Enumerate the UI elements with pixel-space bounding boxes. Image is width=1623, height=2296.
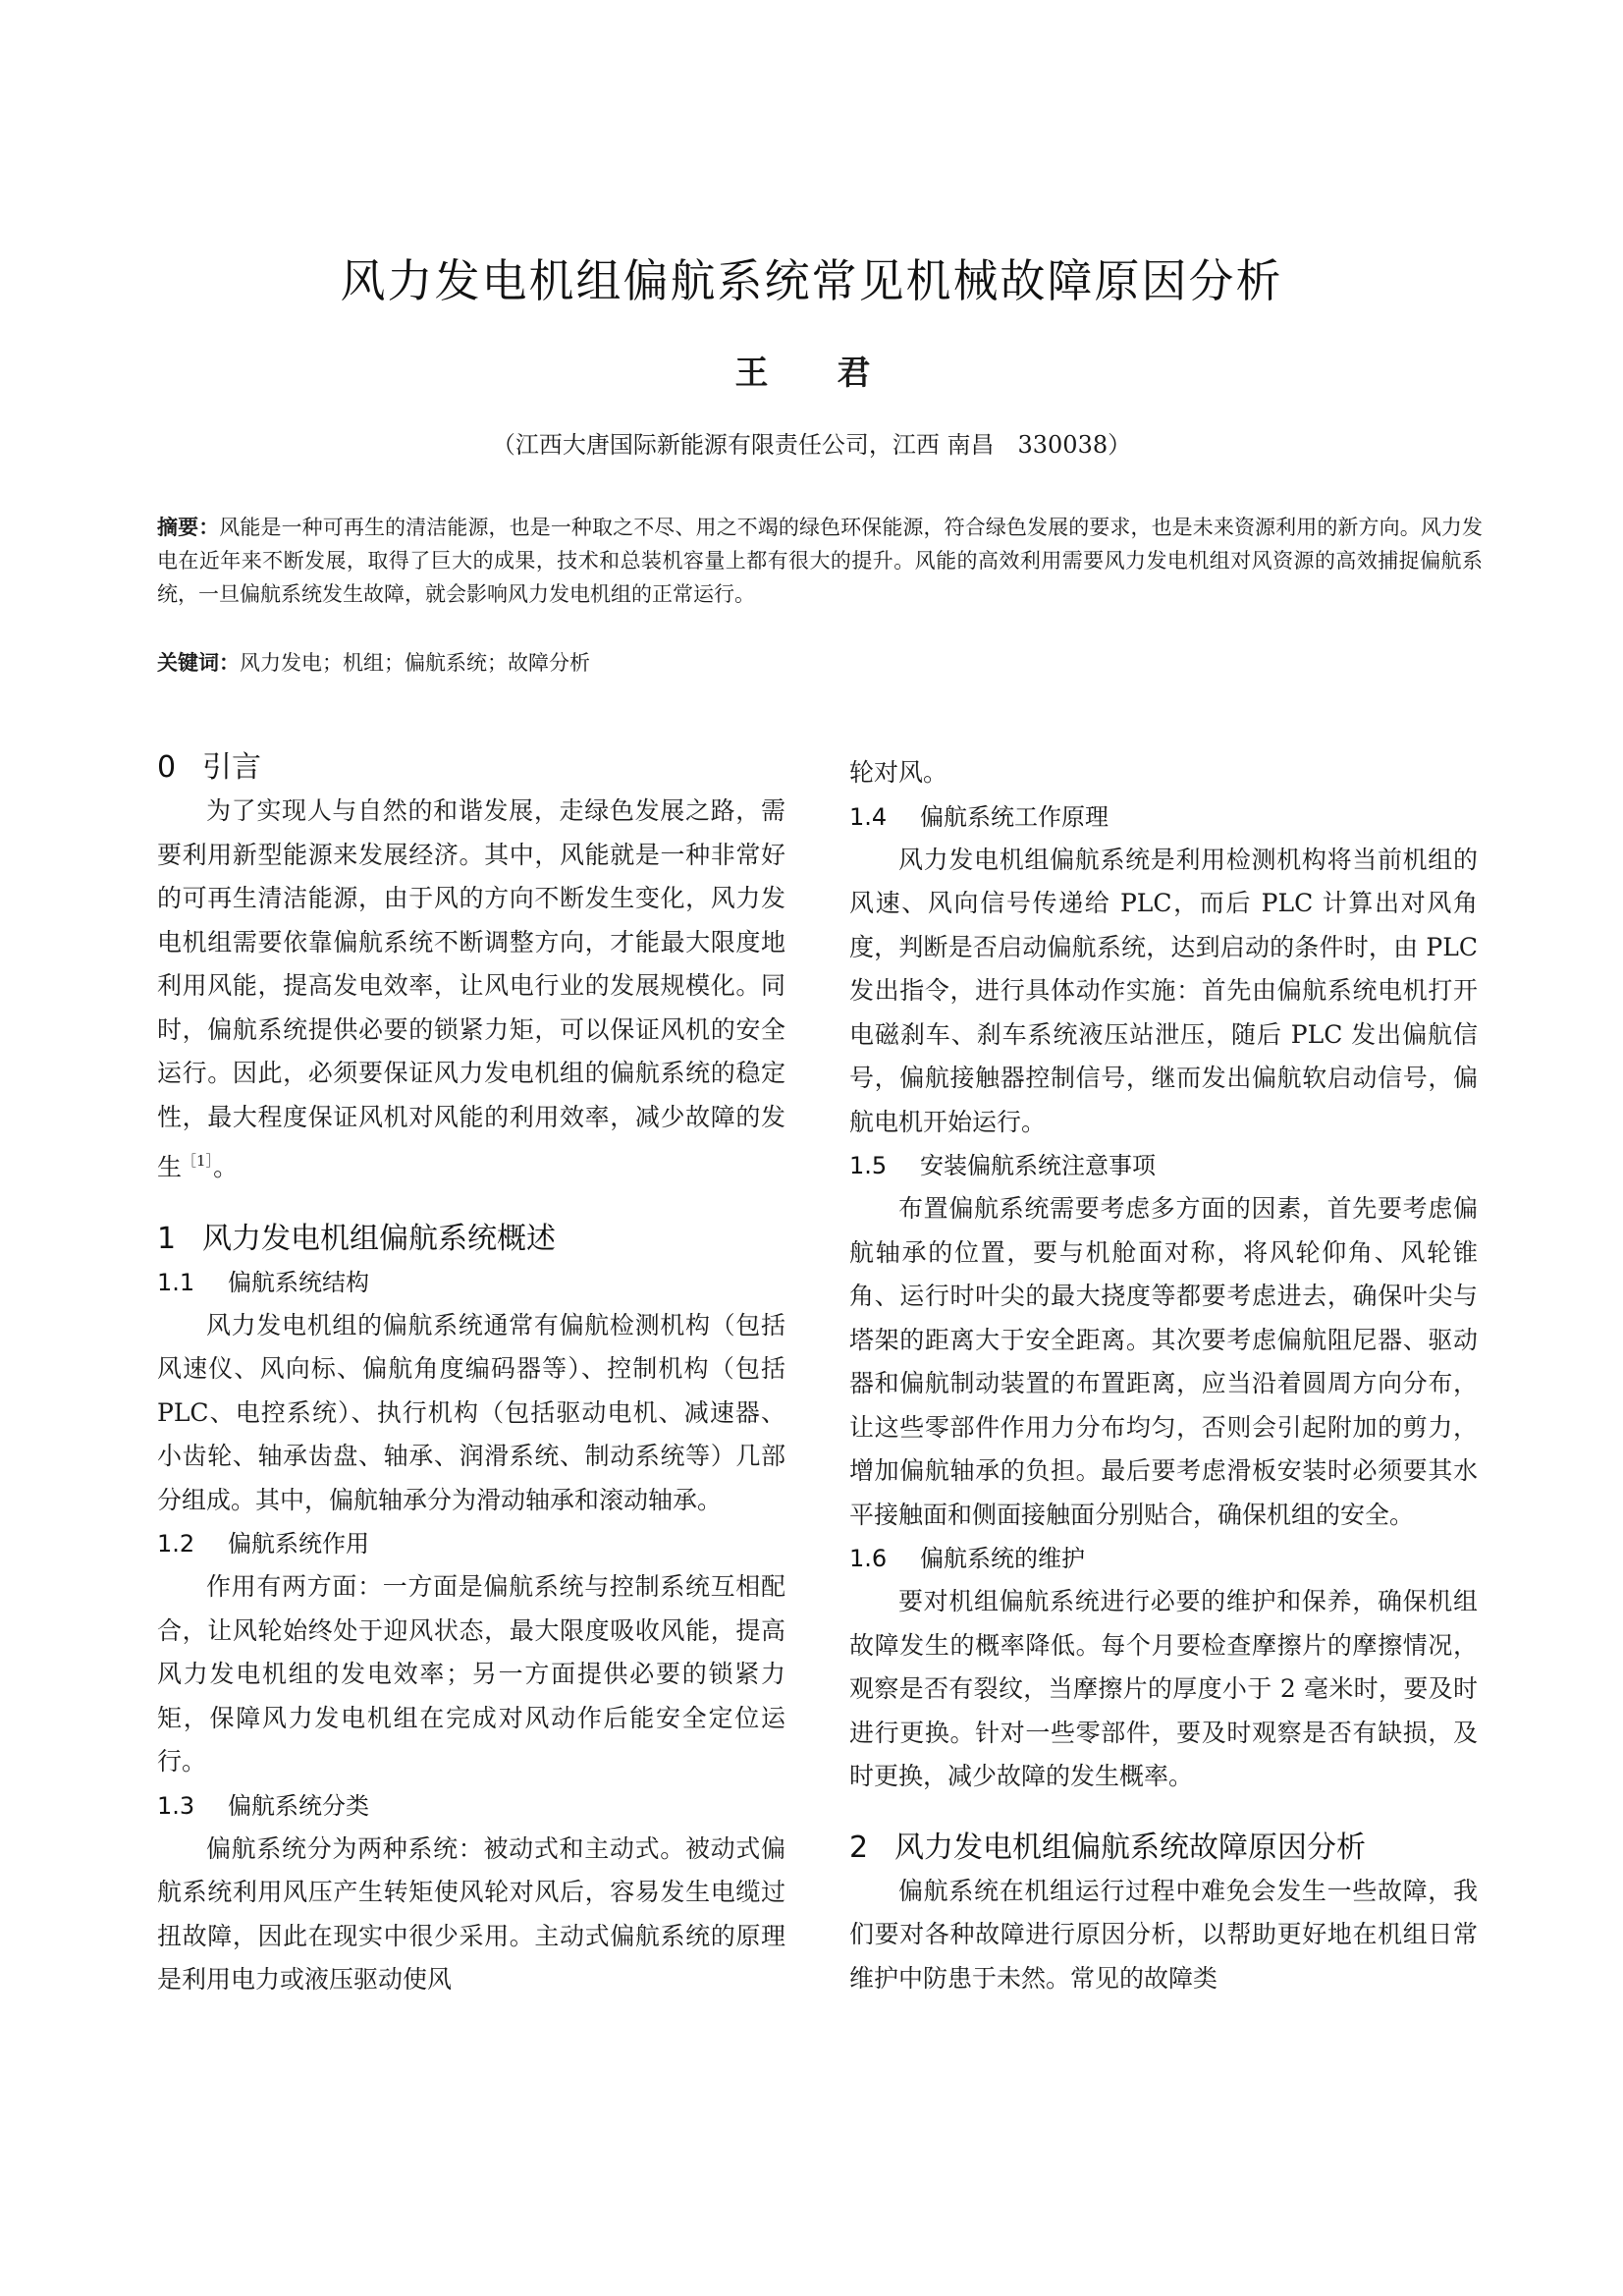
paragraph-2: 偏航系统在机组运行过程中难免会发生一些故障，我们要对各种故障进行原因分析，以帮助更好地在机组日常维护中防患于未然。常见的故障类 [849,1876,1478,1993]
subsection-number: 1.5 [849,1152,888,1179]
subsection-heading-1-1 [157,1261,785,1304]
abstract-label: 摘要： [157,516,220,539]
section-heading-1 [157,1218,785,1261]
abstract [157,511,1483,611]
subsection-heading-1-4 [849,795,1478,839]
paragraph-1-3-continued: 轮对风。 [849,758,948,787]
paragraph-1-5: 布置偏航系统需要考虑多方面的因素，首先要考虑偏航轴承的位置，要与机舱面对称，将风轮仰角、风轮锥角、运行时叶尖的最大挠度等都要考虑进去，确保叶尖与塔架的距离大于安全距离。其次要考虑偏航阻尼器、驱动器和偏航制动装置的布置距离，应当沿着圆周方向分布，让这些零部件作用力分布均匀，否则会引起附加的剪力，增加偏航轴承的负担。最后要考虑滑板安装时必须要其水平接触面和侧面接触面分别贴合，确保机组的安全。 [849,1194,1478,1529]
subsection-title: 偏航系统的维护 [920,1545,1085,1572]
subsection-title: 偏航系统分类 [228,1791,369,1820]
subsection-heading-1-5 [849,1144,1478,1187]
author-affiliation: （江西大唐国际新能源有限责任公司，江西 南昌 330038） [491,431,1132,459]
section-number: 0 [157,750,177,785]
section-heading-0 [157,746,785,790]
right-column [849,751,1478,2000]
paragraph-1-2: 作用有两方面：一方面是偏航系统与控制系统互相配合，让风轮始终处于迎风状态，最大限度吸收风能，提高风力发电机组的发电效率；另一方面提供必要的锁紧力矩，保障风力发电机组在完成对风动作后能安全定位运行。 [157,1572,785,1776]
subsection-title: 偏航系统工作原理 [920,802,1109,831]
subsection-heading-1-2 [157,1522,785,1565]
paragraph-1-4: 风力发电机组偏航系统是利用检测机构将当前机组的风速、风向信号传递给 PLC，而后 PLC 计算出对风角度，判断是否启动偏航系统，达到启动的条件时，由 PLC 发出指令，进行具体动作实施：首先由偏航系统电机打开电磁刹车、刹车系统液压站泄压，随后 PLC 发出偏航信号，偏航接触器控制信号，继而发出偏航软启动信号，偏航电机开始运行。 [849,845,1478,1136]
paragraph-text: 为了实现人与自然的和谐发展，走绿色发展之路，需要利用新型能源来发展经济。其中，风能就是一种非常好的可再生清洁能源，由于风的方向不断发生变化，风力发电机组需要依靠偏航系统不断调整方向，才能最大限度地利用风能，提高发电效率，让风电行业的发展规模化。同时，偏航系统提供必要的锁紧力矩，可以保证风机的安全运行。因此，必须要保证风力发电机组的偏航系统的稳定性，最大程度保证风机对风能的利用效率，减少故障的发生 [157,796,785,1181]
section-title: 风力发电机组偏航系统概述 [202,1221,556,1256]
section-title: 引言 [202,750,261,785]
subsection-number: 1.4 [849,802,888,831]
paragraph-end: 。 [213,1153,239,1181]
keywords [157,646,1483,680]
paper-title: 风力发电机组偏航系统常见机械故障原因分析 [340,254,1283,307]
subsection-heading-1-3 [157,1784,785,1828]
author-name: 王 君 [734,354,889,393]
left-column [157,746,785,2002]
section-heading-2 [849,1827,1478,1870]
citation-ref: ［1］ [182,1152,214,1170]
paragraph-1-1: 风力发电机组的偏航系统通常有偏航检测机构（包括风速仪、风向标、偏航角度编码器等）、控制机构（包括 PLC、电控系统）、执行机构（包括驱动电机、减速器、小齿轮、轴承齿盘、轴承、润滑系统、制动系统等）几部分组成。其中，偏航轴承分为滑动轴承和滚动轴承。 [157,1310,785,1514]
subsection-number: 1.1 [157,1268,195,1296]
section-number: 1 [157,1221,177,1256]
subsection-title: 安装偏航系统注意事项 [920,1152,1156,1179]
section-number: 2 [849,1830,869,1865]
keywords-label: 关键词： [157,651,240,675]
subsection-heading-1-6 [849,1537,1478,1580]
subsection-number: 1.3 [157,1791,195,1820]
abstract-text: 风能是一种可再生的清洁能源，也是一种取之不尽、用之不竭的绿色环保能源，符合绿色发展的要求，也是未来资源利用的新方向。风力发电在近年来不断发展，取得了巨大的成果，技术和总装机容量上都有很大的提升。风能的高效利用需要风力发电机组对风资源的高效捕捉偏航系统，一旦偏航系统发生故障，就会影响风力发电机组的正常运行。 [157,516,1484,606]
subsection-title: 偏航系统作用 [228,1530,369,1558]
keywords-text: 风力发电；机组；偏航系统；故障分析 [240,651,590,675]
section-title: 风力发电机组偏航系统故障原因分析 [894,1830,1366,1865]
subsection-number: 1.6 [849,1545,888,1572]
paragraph-1-6: 要对机组偏航系统进行必要的维护和保养，确保机组故障发生的概率降低。每个月要检查摩擦片的摩擦情况，观察是否有裂纹，当摩擦片的厚度小于 2 毫米时，要及时进行更换。针对一些零部件，要及时观察是否有缺损，及时更换，减少故障的发生概率。 [849,1587,1478,1790]
paragraph-1-3: 偏航系统分为两种系统：被动式和主动式。被动式偏航系统利用风压产生转矩使风轮对风后，容易发生电缆过扭故障，因此在现实中很少采用。主动式偏航系统的原理是利用电力或液压驱动使风 [157,1833,785,1994]
subsection-title: 偏航系统结构 [228,1268,369,1296]
subsection-number: 1.2 [157,1530,195,1558]
intro-paragraph [157,790,785,1190]
